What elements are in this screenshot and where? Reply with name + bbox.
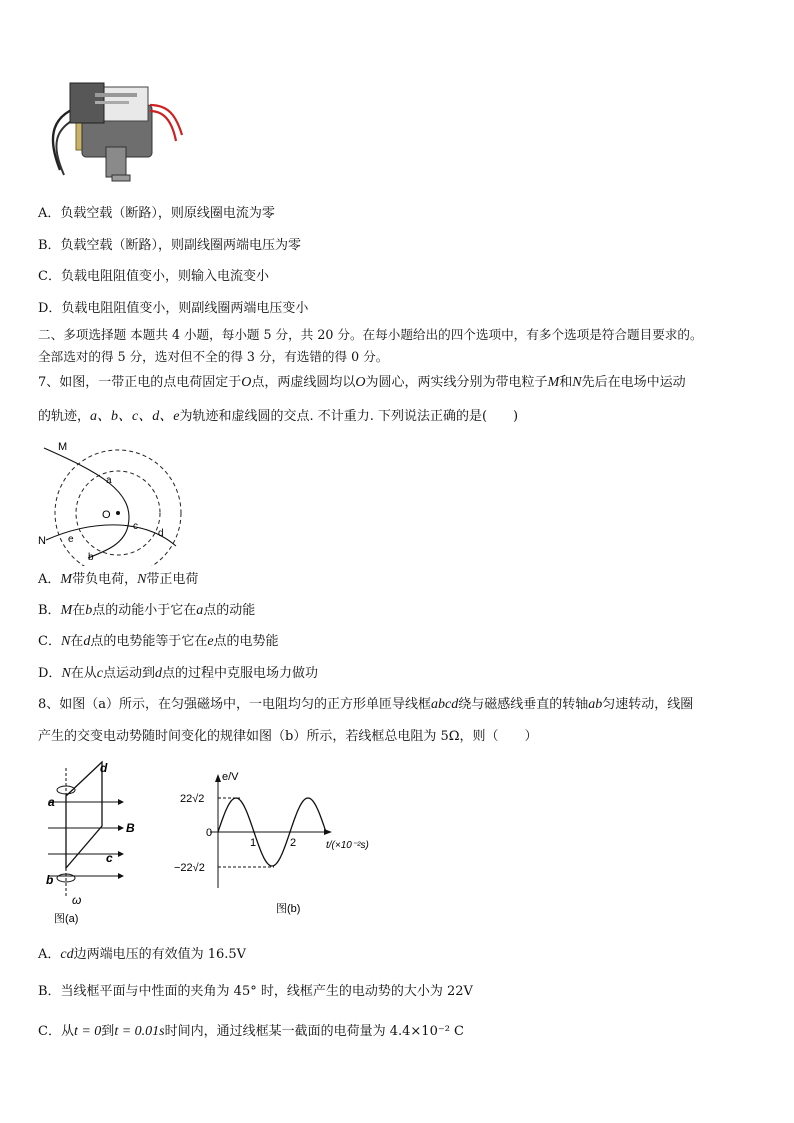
fig-label-d: d bbox=[158, 528, 164, 539]
q6-option-c: C．负载电阻阻值变小，则输入电流变小 bbox=[38, 269, 269, 284]
figb-xtick-2: 2 bbox=[290, 837, 297, 849]
q7-stem-line1: 7、如图，一带正电的点电荷固定于O点，两虚线圆均以O为圆心，两实线分别为带电粒子M和N先后在电场中运动 bbox=[38, 375, 686, 390]
fig-label-e: e bbox=[68, 534, 74, 545]
section-header-line2: 全部选对的得 5 分，选对但不全的得 3 分，有选错的得 0 分。 bbox=[38, 349, 389, 364]
figa-label-a: a bbox=[48, 795, 55, 809]
q7-option-d: D．N在从c点运动到d点的过程中克服电场力做功 bbox=[38, 666, 319, 681]
figb-xtick-1: 1 bbox=[250, 837, 257, 849]
figb-ytick-bottom: −22√2 bbox=[174, 862, 205, 874]
figb-ytick-zero: 0 bbox=[206, 827, 213, 839]
figa-label-c: c bbox=[106, 851, 113, 865]
q8-figure-a bbox=[40, 758, 140, 930]
figa-label-d: d bbox=[100, 761, 108, 775]
q6-option-d: D．负载电阻阻值变小，则副线圈两端电压变小 bbox=[38, 301, 309, 316]
q8-option-b: B．当线框平面与中性面的夹角为 45° 时，线框产生的电动势的大小为 22V bbox=[38, 984, 473, 999]
figa-label-omega: ω bbox=[72, 893, 82, 907]
fig-label-o: O bbox=[102, 509, 111, 521]
figb-caption: 图(b) bbox=[276, 903, 301, 915]
fig-label-n: N bbox=[38, 535, 46, 547]
q7-option-a: A．M带负电荷，N带正电荷 bbox=[38, 572, 199, 587]
q8-stem-line1: 8、如图（a）所示，在匀强磁场中，一电阻均匀的正方形单匝导线框abcd绕与磁感线垂直的转轴ab匀速转动，线圈 bbox=[38, 697, 694, 712]
figb-ytick-top: 22√2 bbox=[180, 793, 205, 805]
section-header-line1: 二、多项选择题 本题共 4 小题，每小题 5 分，共 20 分。在每小题给出的四个选项中，有多个选项是符合题目要求的。 bbox=[38, 327, 703, 342]
q8-figure-b-chart bbox=[170, 770, 390, 920]
fig-label-m: M bbox=[58, 441, 68, 453]
q7-option-b: B．M在b点的动能小于它在a点的动能 bbox=[38, 603, 256, 618]
fig-label-a: a bbox=[106, 475, 112, 486]
q6-option-b: B．负载空载（断路），则副线圈两端电压为零 bbox=[38, 238, 302, 253]
q6-option-a: A．负载空载（断路），则原线圈电流为零 bbox=[38, 206, 275, 221]
figb-xlabel: t/(×10⁻²s) bbox=[326, 840, 369, 851]
q8-option-c: C．从t = 0到t = 0.01s时间内，通过线框某一截面的电荷量为 4.4×10⁻² C bbox=[38, 1024, 465, 1039]
q8-option-a: A．cd边两端电压的有效值为 16.5V bbox=[38, 947, 247, 962]
q7-stem-line2: 的轨迹，a、b、c、d、e为轨迹和虚线圆的交点. 不计重力. 下列说法正确的是( ) bbox=[38, 409, 519, 424]
figa-caption: 图(a) bbox=[54, 913, 79, 925]
figb-ylabel: e/V bbox=[222, 771, 239, 783]
q8-stem-line2: 产生的交变电动势随时间变化的规律如图（b）所示，若线框总电阻为 5Ω，则（ ） bbox=[38, 729, 538, 744]
q7-option-c: C．N在d点的电势能等于它在e点的电势能 bbox=[38, 634, 279, 649]
fig-label-c: c bbox=[133, 521, 138, 532]
figa-label-b-field: B bbox=[126, 821, 135, 835]
fig-label-b: b bbox=[88, 552, 94, 563]
figa-label-b: b bbox=[46, 873, 54, 887]
q7-field-diagram bbox=[36, 436, 186, 566]
transformer-image bbox=[40, 75, 190, 193]
